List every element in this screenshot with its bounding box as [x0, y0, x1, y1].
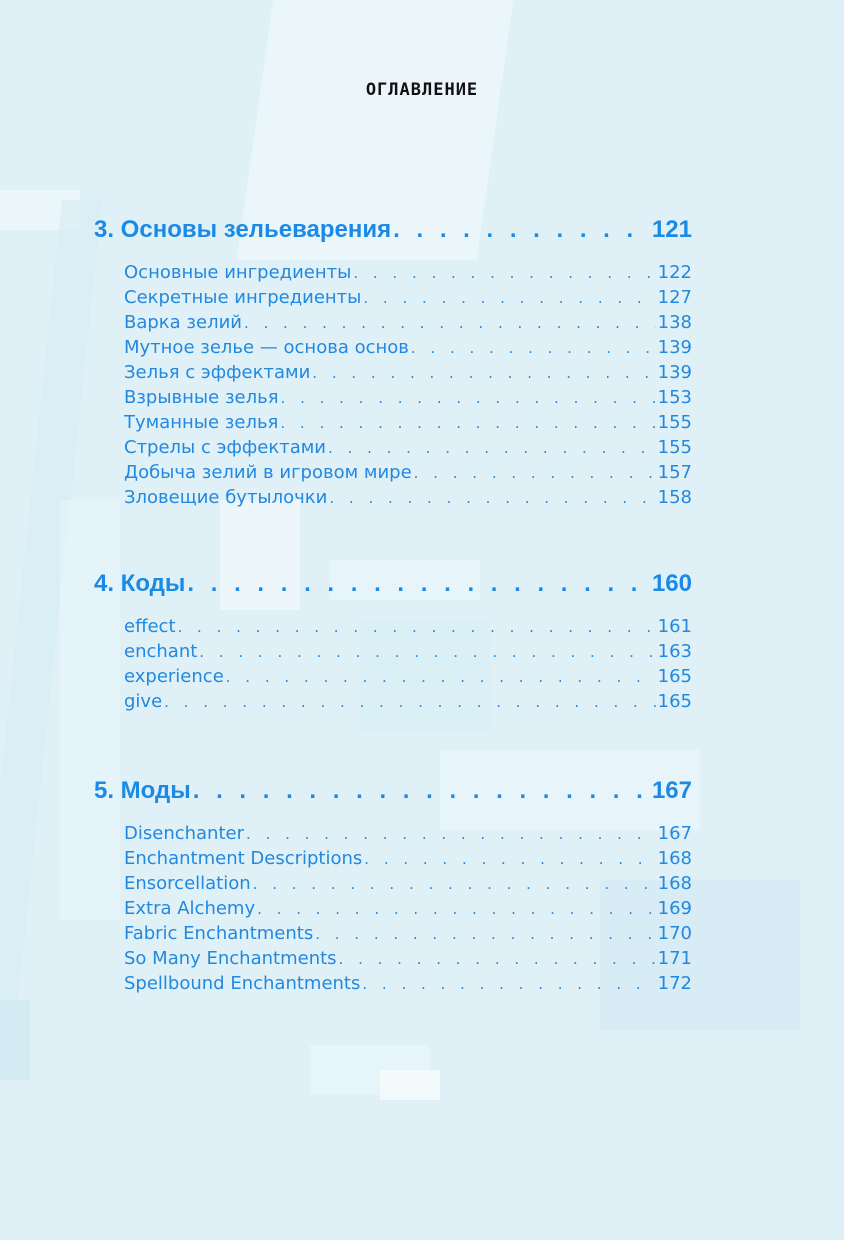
dot-leader: [353, 261, 655, 286]
toc-entry[interactable]: [124, 385, 692, 410]
section-entries: [124, 614, 692, 714]
toc-entry-page: 158: [657, 487, 692, 508]
toc-entry-label: Основные ингредиенты: [124, 262, 352, 283]
dot-leader: [199, 640, 655, 665]
section-heading[interactable]: [94, 570, 692, 606]
dot-leader: [178, 615, 656, 640]
toc-entry[interactable]: [124, 896, 692, 921]
toc-entry-page: 167: [657, 823, 692, 844]
toc-entry-label: Стрелы с эффектами: [124, 437, 327, 458]
toc-entry-page: 153: [657, 387, 692, 408]
toc-entry[interactable]: [124, 871, 692, 896]
toc-section-potions: [94, 216, 692, 510]
section-heading-label: 4. Коды: [94, 570, 186, 597]
toc-entry-page: 157: [657, 462, 692, 483]
dot-leader: [339, 947, 656, 972]
toc-entry-label: So Many Enchantments: [124, 948, 337, 969]
dot-leader: [363, 286, 655, 311]
dot-leader: [329, 486, 655, 511]
section-entries: [124, 821, 692, 996]
toc-entry-page: 168: [657, 873, 692, 894]
toc-entry-label: Взрывные зелья: [124, 387, 279, 408]
dot-leader: [187, 570, 650, 598]
toc-entry-page: 170: [657, 923, 692, 944]
toc-entry-label: Ensorcellation: [124, 873, 251, 894]
toc-entry[interactable]: [124, 971, 692, 996]
section-heading-page: 167: [651, 777, 692, 804]
toc-entry[interactable]: [124, 846, 692, 871]
toc-entry-page: 171: [657, 948, 692, 969]
toc-entry-page: 155: [657, 412, 692, 433]
dot-leader: [315, 922, 655, 947]
section-heading[interactable]: [94, 216, 692, 252]
toc-entry-page: 127: [657, 287, 692, 308]
dot-leader: [246, 822, 656, 847]
dot-leader: [253, 872, 656, 897]
toc-entry-page: 138: [657, 312, 692, 333]
toc-entry-label: effect: [124, 616, 176, 637]
dot-leader: [364, 847, 655, 872]
toc-entry-label: Enchantment Descriptions: [124, 848, 363, 869]
section-heading-label: 5. Моды: [94, 777, 191, 804]
section-entries: [124, 260, 692, 510]
toc-entry-label: Fabric Enchantments: [124, 923, 314, 944]
toc-entry[interactable]: [124, 921, 692, 946]
toc-entry-page: 163: [657, 641, 692, 662]
toc-entry-page: 155: [657, 437, 692, 458]
toc-entry[interactable]: [124, 460, 692, 485]
toc-entry[interactable]: [124, 410, 692, 435]
toc-entry-page: 161: [657, 616, 692, 637]
toc-entry[interactable]: [124, 664, 692, 689]
toc-entry[interactable]: [124, 689, 692, 714]
toc-entry-label: Добыча зелий в игровом мире: [124, 462, 412, 483]
dot-leader: [411, 336, 656, 361]
toc-section-codes: [94, 570, 692, 714]
toc-entry[interactable]: [124, 310, 692, 335]
toc-entry[interactable]: [124, 946, 692, 971]
toc-entry[interactable]: [124, 639, 692, 664]
toc-entry-page: 122: [657, 262, 692, 283]
toc-entry-label: enchant: [124, 641, 198, 662]
toc-entry[interactable]: [124, 285, 692, 310]
dot-leader: [328, 436, 656, 461]
toc-entry[interactable]: [124, 821, 692, 846]
toc-entry-page: 168: [657, 848, 692, 869]
toc-entry-label: Spellbound Enchantments: [124, 973, 361, 994]
toc-section-mods: [94, 777, 692, 996]
section-heading-label: 3. Основы зельеварения: [94, 216, 392, 243]
toc-entry-page: 165: [657, 691, 692, 712]
page-title: ОГЛАВЛЕНИЕ: [365, 80, 479, 100]
dot-leader: [362, 972, 655, 997]
dot-leader: [414, 461, 656, 486]
dot-leader: [257, 897, 656, 922]
section-heading-page: 121: [651, 216, 692, 243]
toc-entry[interactable]: [124, 260, 692, 285]
toc-entry-label: experience: [124, 666, 224, 687]
dot-leader: [393, 216, 650, 244]
toc-entry[interactable]: [124, 485, 692, 510]
dot-leader: [193, 777, 650, 805]
toc-entry-page: 165: [657, 666, 692, 687]
toc-entry[interactable]: [124, 614, 692, 639]
toc-entry[interactable]: [124, 335, 692, 360]
toc-entry-label: Мутное зелье — основа основ: [124, 337, 409, 358]
dot-leader: [280, 411, 655, 436]
dot-leader: [226, 665, 656, 690]
toc-entry-label: Extra Alchemy: [124, 898, 256, 919]
toc-entry-label: give: [124, 691, 163, 712]
toc-entry-label: Секретные ингредиенты: [124, 287, 362, 308]
dot-leader: [164, 690, 655, 715]
toc-entry[interactable]: [124, 360, 692, 385]
dot-leader: [244, 311, 656, 336]
dot-leader: [281, 386, 656, 411]
section-heading[interactable]: [94, 777, 692, 813]
toc-entry-label: Зелья с эффектами: [124, 362, 311, 383]
dot-leader: [312, 361, 655, 386]
toc-entry-label: Варка зелий: [124, 312, 242, 333]
toc-entry[interactable]: [124, 435, 692, 460]
section-heading-page: 160: [651, 570, 692, 597]
toc-entry-page: 169: [657, 898, 692, 919]
toc-entry-label: Зловещие бутылочки: [124, 487, 328, 508]
toc-entry-label: Туманные зелья: [124, 412, 279, 433]
toc-entry-page: 139: [657, 337, 692, 358]
toc-entry-page: 139: [657, 362, 692, 383]
toc-entry-page: 172: [657, 973, 692, 994]
toc-entry-label: Disenchanter: [124, 823, 244, 844]
